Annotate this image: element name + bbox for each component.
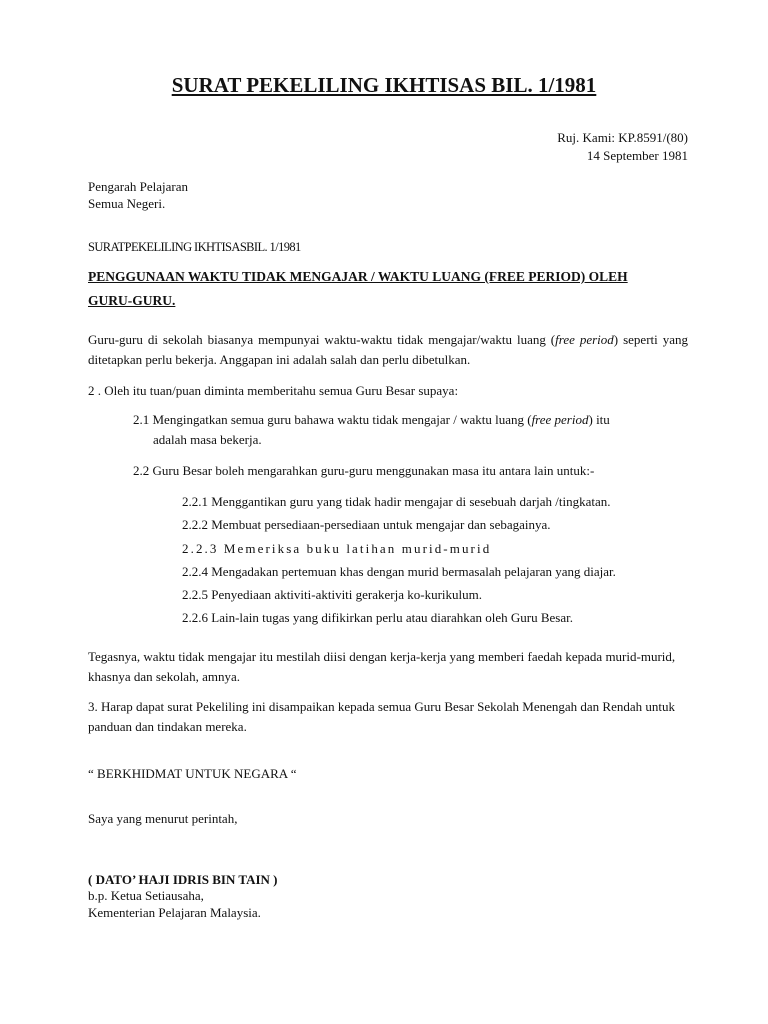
subitem-2-2-4: 2.2.4 Mengadakan pertemuan khas dengan murid bermasalah pelajaran yang diajar. — [182, 564, 616, 579]
paragraph-1 — [88, 330, 688, 370]
subject-line-1: PENGGUNAAN WAKTU TIDAK MENGAJAR / WAKTU LUANG (FREE PERIOD) OLEH — [88, 269, 628, 284]
subitem-2-2-3: 2.2.3 Memeriksa buku latihan murid-murid — [182, 541, 492, 556]
reference-number: Ruj. Kami: KP.8591/(80) — [557, 130, 688, 145]
closing-line: Saya yang menurut perintah, — [88, 811, 238, 826]
paragraph-4: 3. Harap dapat surat Pekeliling ini disampaikan kepada semua Guru Besar Sekolah Menengah dan Rendah untuk panduan dan tindakan mereka. — [88, 699, 676, 734]
recipient-line-1: Pengarah Pelajaran — [88, 179, 188, 194]
signatory-organization: Kementerian Pelajaran Malaysia. — [88, 905, 261, 920]
subject-line-2: GURU-GURU. — [88, 293, 176, 308]
paragraph-1-italic: free period — [555, 332, 614, 347]
item-2-1-text-b: ) itu — [588, 412, 610, 427]
subitem-2-2-1: 2.2.1 Menggantikan guru yang tidak hadir mengajar di sesebuah darjah /tingkatan. — [182, 494, 611, 509]
paragraph-1-text-a: Guru-guru di sekolah biasanya mempunyai waktu-waktu tidak mengajar/waktu luang ( — [88, 332, 556, 347]
item-2-1-continuation: adalah masa bekerja. — [153, 432, 262, 447]
subitem-2-2-6: 2.2.6 Lain-lain tugas yang difikirkan perlu atau diarahkan oleh Guru Besar. — [182, 610, 573, 625]
subitem-2-2-2: 2.2.2 Membuat persediaan-persediaan untuk mengajar dan sebagainya. — [182, 517, 551, 532]
item-2-1-italic: free period — [531, 412, 589, 427]
recipient-line-2: Semua Negeri. — [88, 196, 166, 211]
paragraph-3: Tegasnya, waktu tidak mengajar itu mestilah diisi dengan kerja-kerja yang memberi faedah kepada murid-murid, khasnya dan sekolah, amnya. — [88, 649, 676, 684]
paragraph-2: 2 . Oleh itu tuan/puan diminta memberitahu semua Guru Besar supaya: — [88, 383, 459, 398]
reference-line: SURATPEKELILING IKHTISASBIL. 1/1981 — [88, 240, 301, 254]
document-title: SURAT PEKELILING IKHTISAS BIL. 1/1981 — [171, 73, 597, 97]
subject-heading — [88, 265, 688, 313]
item-2-1 — [133, 410, 688, 450]
subitem-2-2-5: 2.2.5 Penyediaan aktiviti-aktiviti gerakerja ko-kurikulum. — [182, 587, 483, 602]
item-2-2: 2.2 Guru Besar boleh mengarahkan guru-guru menggunakan masa itu antara lain untuk:- — [133, 463, 595, 478]
motto: “ BERKHIDMAT UNTUK NEGARA “ — [88, 766, 297, 781]
signatory-name: ( DATO’ HAJI IDRIS BIN TAIN ) — [88, 872, 278, 887]
item-2-1-text-a: 2.1 Mengingatkan semua guru bahawa waktu tidak mengajar / waktu luang ( — [133, 412, 532, 427]
paragraph-1-text-b: ) seperti yang ditetapkan perlu bekerja. Anggapan ini adalah salah dan perlu dibetulkan. — [88, 332, 688, 367]
signatory-role: b.p. Ketua Setiausaha, — [88, 888, 204, 903]
document-date: 14 September 1981 — [586, 148, 688, 163]
